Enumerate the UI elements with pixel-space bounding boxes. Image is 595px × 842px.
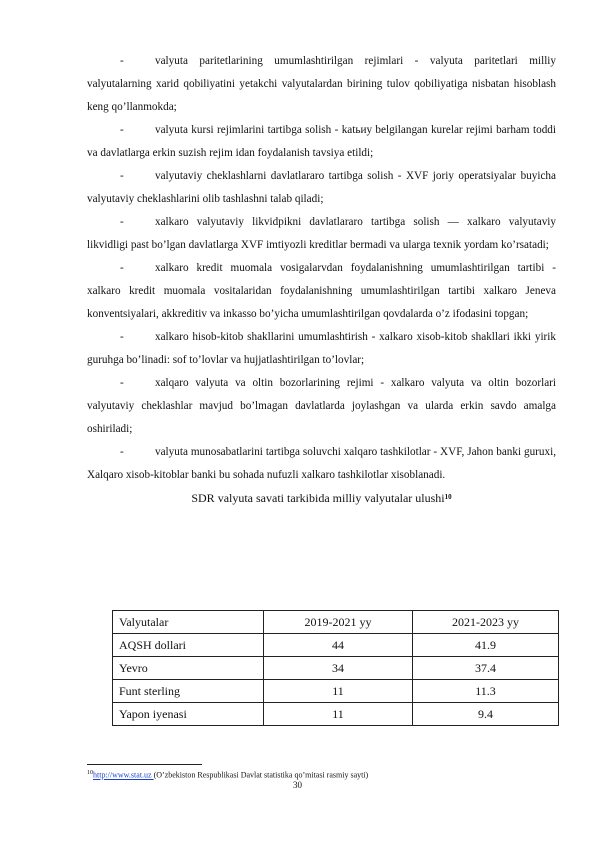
list-item-text: xalkaro valyutaviy likvidpikni davlatlararo tartibga solish — xalkaro valyutaviy likvidligi past bo’lgan davlatlarga XVF imtiyozli kreditlar bermadi va ularga texnik yordam ko’rsatadi;	[87, 216, 556, 251]
footnote-number: 10	[87, 770, 93, 776]
list-dash: -	[120, 377, 124, 389]
sdr-currency-table	[112, 610, 559, 726]
list-item	[87, 50, 556, 119]
list-item-text: valyuta kursi rejimlarini tartibga solish - katьиy belgilangan kurelar rejimi barham toddi va davlatlarga erkin suzish rejim idan foydalanish tavsiya etildi;	[87, 124, 556, 159]
table-row	[113, 703, 559, 726]
table-header-row	[113, 611, 559, 634]
header-cell: 2019-2021 yy	[264, 611, 413, 634]
list-item	[87, 326, 556, 372]
list-item-text: valyuta munosabatlarini tartibga soluvchi xalqaro tashkilotlar - XVF, Jahon banki guruxi, Xalqaro xisob-kitoblar banki bu sohada nufuzli xalkaro tashkilotlar xisoblanadi.	[87, 446, 556, 481]
table-cell: Yapon iyenasi	[113, 703, 264, 726]
table-cell: Funt sterling	[113, 680, 264, 703]
header-cell: Valyutalar	[113, 611, 264, 634]
list-dash: -	[120, 331, 124, 343]
list-dash: -	[120, 216, 124, 228]
table-cell: 37.4	[413, 657, 559, 680]
table-cell: 34	[264, 657, 413, 680]
list-item	[87, 372, 556, 441]
list-item-text: xalkaro hisob-kitob shakllarini umumlashtirish - xalkaro xisob-kitob shakllari ikki yirik guruhga bo’linadi: sof to’lovlar va hujjatlashtirilgan to’lovlar;	[87, 331, 556, 366]
list-item	[87, 165, 556, 211]
list-item-text: valyutaviy cheklashlarni davlatlararo tartibga solish - XVF joriy operatsiyalar buyicha valyutaviy cheklashlarini olib tashlashni talab qiladi;	[87, 170, 556, 205]
table-cell: 44	[264, 634, 413, 657]
table-cell: Yevro	[113, 657, 264, 680]
table-cell: AQSH dollari	[113, 634, 264, 657]
list-item	[87, 257, 556, 326]
list-dash: -	[120, 124, 124, 136]
table-caption	[87, 489, 556, 509]
table-cell: 9.4	[413, 703, 559, 726]
table-cell: 41.9	[413, 634, 559, 657]
footnote	[87, 768, 368, 781]
list-item-text: valyuta paritetlarining umumlashtirilgan rejimlari - valyuta paritetlari milliy valyutalarning xarid qobiliyatini yetakchi valyutalardan birining tulov qobiliyatiga nisbatan hisoblash keng qo’llanmokda;	[87, 55, 556, 113]
table-row	[113, 634, 559, 657]
list-item-text: xalkaro kredit muomala vosigalarvdan foydalanishning umumlashtirilgan tartibi - xalkaro kredit muomala vositalaridan foydalanishning umumlashtirilgan tartibi xalkaro Jeneva konventsiyalari, akkreditiv va inkasso bo’yicha umumlashtirilgan qovdalarda o’z ifodasini topgan;	[87, 262, 556, 320]
footnote-marker: 10	[444, 493, 452, 501]
table-cell: 11.3	[413, 680, 559, 703]
page-number: 30	[293, 780, 302, 790]
table-caption-text: SDR valyuta savati tarkibida milliy valyutalar ulushi	[191, 491, 445, 505]
list-dash: -	[120, 262, 124, 274]
header-cell: 2021-2023 yy	[413, 611, 559, 634]
footnote-text: (O’zbekiston Respublikasi Davlat statistika qo’mitasi rasmiy sayti)	[153, 770, 369, 780]
list-item	[87, 211, 556, 257]
table-cell: 11	[264, 680, 413, 703]
table-cell: 11	[264, 703, 413, 726]
table-row	[113, 680, 559, 703]
table-row	[113, 657, 559, 680]
list-item	[87, 119, 556, 165]
list-dash: -	[120, 170, 124, 182]
list-dash: -	[120, 446, 124, 458]
list-item	[87, 441, 556, 487]
footnote-separator	[87, 764, 202, 765]
document-body	[87, 50, 556, 509]
list-item-text: xalqaro valyuta va oltin bozorlarining rejimi - xalkaro valyuta va oltin bozorlari valyutaviy cheklashlar mavjud bo’lmagan davlatlarda joylashgan va ularda erkin savdo amalga oshiriladi;	[87, 377, 556, 435]
list-dash: -	[120, 55, 124, 67]
footnote-link[interactable]: http://www.stat.uz	[93, 770, 154, 780]
